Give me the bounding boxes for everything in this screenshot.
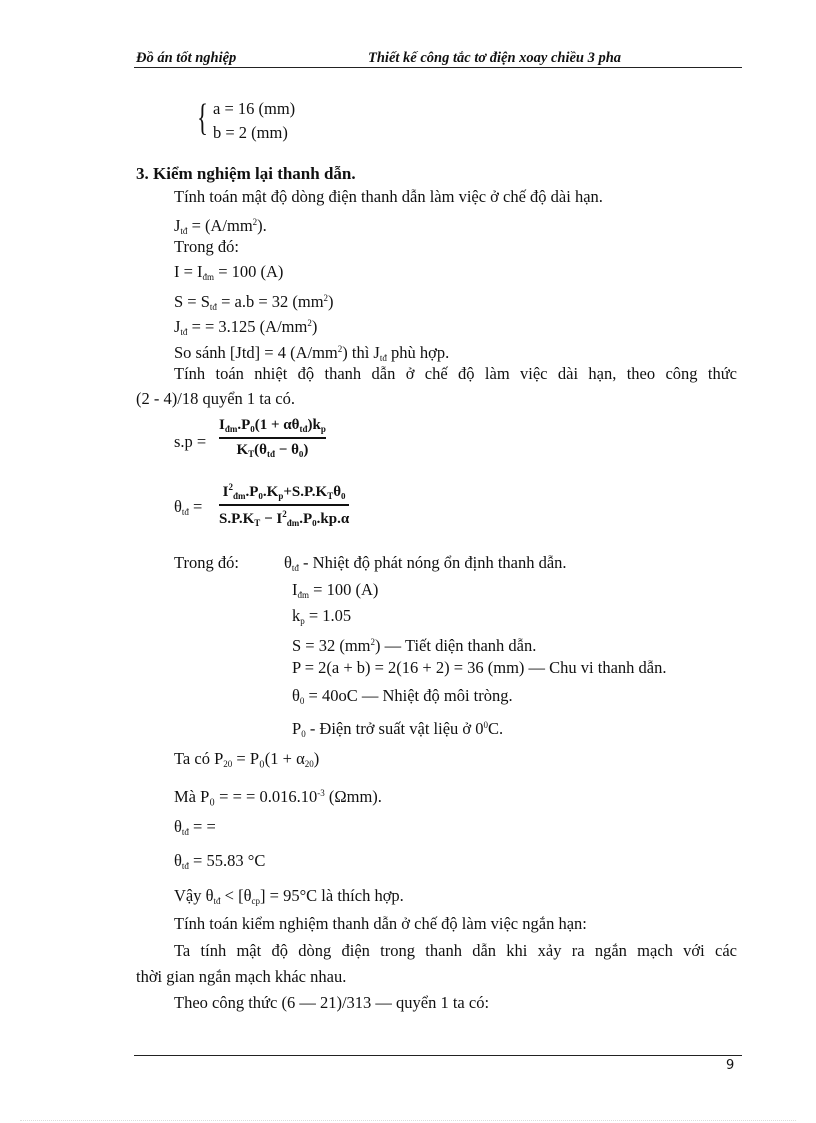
short-p2-line-2: thời gian ngắn mạch khác nhau. xyxy=(136,967,347,986)
brace-symbol: { xyxy=(197,97,208,139)
vay-line: Vậy $\theta_{tđ} < [\theta_{cp}] = 95^\circ C$ là thích hợp. xyxy=(174,886,404,906)
where-s: S = 32 $(mm^2)$ — Tiết diện thanh dẫn. xyxy=(292,636,537,655)
where-p0: $P_0$ - Điện trở suất vật liệu ở $0^0C$. xyxy=(292,719,504,739)
j-formula: $J_{tđ} = (A/mm^2)$. xyxy=(174,216,267,236)
section-title: 3. Kiểm nghiệm lại thanh dẫn. xyxy=(136,164,356,183)
theta-denominator: $S.P.K_T - I^2_{đm}.P_0.kp.\alpha$ xyxy=(219,508,350,528)
sp-fraction-bar xyxy=(219,437,326,439)
ma-line: Mà P₀ = = = $0.016.10^{-3}$ (Ωmm). xyxy=(174,787,382,806)
theta-numerator: $I^2_{đm}.P_0.K_p+S.P.K_T\theta_0$ xyxy=(222,482,346,501)
short-p1: Tính toán kiểm nghiệm thanh dẫn ở chế độ làm việc ngắn hạn: xyxy=(174,914,587,933)
temp-para-line-2: (2 - 4)/18 quyển 1 ta có. xyxy=(136,389,295,408)
page-number: 9 xyxy=(726,1058,735,1073)
theta-fraction-bar xyxy=(219,504,349,506)
dim-a: a = 16 (mm) xyxy=(213,99,296,118)
sp-denominator: $K_T(\theta_{tđ} - \theta_0)$ xyxy=(236,441,309,459)
theta-fraction xyxy=(219,482,349,528)
footer-rule xyxy=(134,1055,742,1056)
sp-fraction xyxy=(219,417,326,459)
theta-eq-line-1: $\theta_{tđ}$ = = xyxy=(174,817,216,837)
trong-do-1: Trong đó: xyxy=(174,237,239,256)
where-idm: $I_{đm} = 100$ (A) xyxy=(292,580,379,600)
short-p3: Theo công thức (6 — 21)/313 — quyển 1 ta có: xyxy=(174,993,490,1012)
header-left: Đồ án tốt nghiệp xyxy=(136,50,237,66)
i-line: $I = I_{đm} = 100$ (A) xyxy=(174,262,284,282)
where-kp: $k_p = 1.05$ xyxy=(292,606,352,626)
where-p: P = 2(a + b) = 2(16 + 2) = 36 (mm) — Chu vi thanh dẫn. xyxy=(292,658,667,677)
bottom-dotted-edge xyxy=(20,1120,796,1121)
header-right: Thiết kế công tắc tơ điện xoay chiều 3 pha xyxy=(368,50,622,66)
sp-numerator: $I_{đm}.P_0(1 + \alpha\theta_{tđ})k_p$ xyxy=(219,417,326,434)
where-theta0: $\theta_0 = 40oC$ — Nhiệt độ môi tròng. xyxy=(292,686,513,706)
j-value-line: $J_{tđ}$ = = 3.125 $(A/mm^2)$ xyxy=(174,317,318,337)
theta-label: $\theta_{tđ}$ = xyxy=(174,497,203,517)
sp-label: s.p = xyxy=(174,432,207,451)
theta-eq-line-2: $\theta_{tđ} = 55.83$ °C xyxy=(174,851,266,871)
short-p2-line-1: Ta tính mật độ dòng điện trong thanh dẫn khi xảy ra ngắn mạch với các xyxy=(174,941,737,960)
where-theta: $\theta_{tđ}$ - Nhiệt độ phát nóng ổn định thanh dẫn. xyxy=(284,553,567,573)
compare-line: So sánh [Jtd] = 4 $(A/mm^2)$ thì $J_{tđ}$ phù hợp. xyxy=(174,343,450,363)
taco-line: Ta có $P_{20} = P_0(1 + \alpha_{20})$ xyxy=(174,749,320,769)
trong-do-2: Trong đó: xyxy=(174,553,239,572)
temp-para-line-1: Tính toán nhiệt độ thanh dẫn ở chế độ làm việc dài hạn, theo công thức xyxy=(174,364,737,383)
s-line: $S = S_{tđ} = a.b = 32$ $(mm^2)$ xyxy=(174,292,334,312)
dim-b: b = 2 (mm) xyxy=(213,123,288,142)
header-rule xyxy=(134,67,742,68)
intro-text: Tính toán mật độ dòng điện thanh dẫn làm việc ở chế độ dài hạn. xyxy=(174,187,603,206)
